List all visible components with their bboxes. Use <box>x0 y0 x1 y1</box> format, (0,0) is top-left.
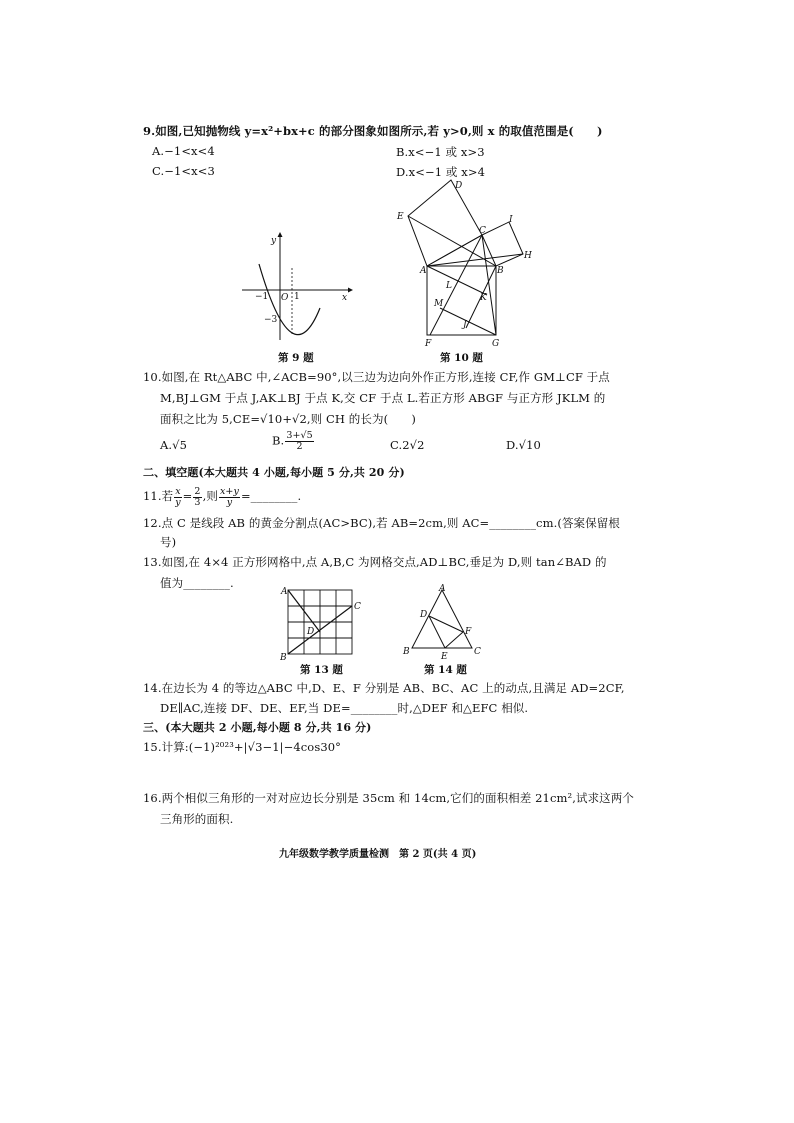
q9-label-neg3: −3 <box>264 315 278 325</box>
q14-label-a: A <box>439 584 446 594</box>
q13-label-c: C <box>354 602 361 612</box>
q10-label-d: D <box>455 181 463 191</box>
q13-caption: 第 13 题 <box>300 664 343 676</box>
q11-mid: ,则 <box>202 489 218 503</box>
q10-label-c: C <box>479 226 486 236</box>
q10-label-b: B <box>497 266 504 276</box>
q10-label-h: H <box>524 251 532 261</box>
q10-segment-ak <box>427 266 487 295</box>
q10-option-b-numerator: 3+√5 <box>286 430 313 441</box>
q14-caption: 第 14 题 <box>424 664 467 676</box>
q10-square-on-ac <box>408 180 482 266</box>
q14-line2: DE∥AC,连接 DF、DE、EF,当 DE=________时,△DEF 和△EFC 相似. <box>160 701 529 715</box>
q10-option-b <box>272 431 315 452</box>
page-footer: 九年级数学教学质量检测 第 2 页(共 4 页) <box>279 849 477 860</box>
q13-line1: 13.如图,在 4×4 正方形网格中,点 A,B,C 为网格交点,AD⊥BC,垂足为 D,则 tan∠BAD 的 <box>143 555 607 569</box>
q10-segment-gm <box>440 308 496 335</box>
q9-label-o: O <box>281 293 289 303</box>
q11-f3-numerator: x+y <box>219 485 239 497</box>
q9-label-x: x <box>342 293 348 303</box>
q10-label-m: M <box>434 299 444 309</box>
q15-line: 15.计算:(−1)²⁰²³+|√3−1|−4cos30° <box>143 740 342 754</box>
q11-prefix: 11.若 <box>143 489 174 503</box>
q10-label-f: F <box>425 339 432 348</box>
q11-f2-numerator: 2 <box>194 485 201 497</box>
section2-heading: 二、填空题(本大题共 4 小题,每小题 5 分,共 20 分) <box>143 466 405 479</box>
q9-y-arrow <box>278 232 283 237</box>
q10-line2: M,BJ⊥GM 于点 J,AK⊥BJ 于点 K,交 CF 于点 L.若正方形 ABGF 与正方形 JKLM 的 <box>160 391 606 405</box>
q14-segment-df <box>429 616 463 632</box>
q11-f1-denominator: y <box>175 496 181 508</box>
q14-label-f: F <box>465 627 472 637</box>
q10-label-l: L <box>446 281 452 291</box>
q9-option-c: C.−1<x<3 <box>152 164 215 178</box>
q10-label-e: E <box>397 212 404 222</box>
q11-f1-numerator: x <box>175 485 181 497</box>
q11-fraction-sum <box>219 487 240 508</box>
q14-label-e: E <box>441 652 448 662</box>
q12-line1: 12.点 C 是线段 AB 的黄金分割点(AC>BC),若 AB=2cm,则 AC=________cm.(答案保留根 <box>143 516 620 530</box>
q13-line2: 值为________. <box>160 576 234 590</box>
q11-equals: = <box>182 489 193 503</box>
q12-line2: 号) <box>160 535 177 549</box>
q16-line1: 16.两个相似三角形的一对对应边长分别是 35cm 和 14cm,它们的面积相差 21cm²,试求这两个 <box>143 791 634 805</box>
q9-stem: 9.如图,已知抛物线 y=x²+bx+c 的部分图象如图所示,若 y>0,则 x 的取值范围是( ) <box>143 124 603 138</box>
q10-label-g: G <box>492 339 500 348</box>
q10-label-a: A <box>420 266 427 276</box>
q10-label-j: J <box>463 320 467 330</box>
q13-grid-figure <box>280 584 364 662</box>
q10-option-a: A.√5 <box>160 438 188 452</box>
q10-squares-figure <box>394 178 540 348</box>
q14-label-c: C <box>474 647 481 657</box>
q13-label-d: D <box>307 627 315 637</box>
q10-line3: 面积之比为 5,CE=√10+√2,则 CH 的长为( ) <box>160 412 416 426</box>
q11-fraction-two-thirds <box>193 487 201 508</box>
q9-parabola-figure <box>236 228 356 346</box>
q10-square-on-bc <box>482 222 523 266</box>
q10-option-d: D.√10 <box>506 438 541 452</box>
q13-label-a: A <box>281 587 288 597</box>
q11-suffix: =________. <box>240 489 302 503</box>
q10-option-b-prefix: B. <box>272 433 285 448</box>
q9-option-b: B.x<−1 或 x>3 <box>396 145 485 159</box>
q9-x-arrow <box>348 288 353 293</box>
q14-label-b: B <box>403 647 410 657</box>
q9-option-a: A.−1<x<4 <box>152 144 215 158</box>
q9-label-one: 1 <box>294 292 300 302</box>
q10-label-i: I <box>509 215 513 225</box>
q11-f3-denominator: y <box>226 496 233 508</box>
q14-segment-ef <box>445 632 463 648</box>
q11-fraction-x-over-y <box>174 487 181 508</box>
q14-triangle-figure <box>400 584 490 662</box>
q10-line1: 10.如图,在 Rt△ABC 中,∠ACB=90°,以三边为边向外作正方形,连接 CF,作 GM⊥CF 于点 <box>143 370 610 384</box>
q11 <box>143 484 301 508</box>
q14-label-d: D <box>420 610 428 620</box>
q14-segment-de <box>429 616 445 648</box>
q10-option-b-fraction <box>285 431 314 452</box>
q9-label-neg1: −1 <box>255 292 269 302</box>
q14-line1: 14.在边长为 4 的等边△ABC 中,D、E、F 分别是 AB、BC、AC 上的动点,且满足 AD=2CF, <box>143 681 625 695</box>
q11-f2-denominator: 3 <box>194 496 201 508</box>
q10-caption: 第 10 题 <box>440 352 483 364</box>
q10-option-b-denominator: 2 <box>296 441 303 452</box>
q16-line2: 三角形的面积. <box>160 812 234 826</box>
q9-option-d: D.x<−1 或 x>4 <box>396 165 485 179</box>
q9-caption: 第 9 题 <box>278 352 314 364</box>
q13-label-b: B <box>280 653 287 662</box>
q10-option-c: C.2√2 <box>390 438 425 452</box>
q10-label-k: K <box>480 293 487 303</box>
q9-label-y: y <box>271 236 277 246</box>
section3-heading: 三、(本大题共 2 小题,每小题 8 分,共 16 分) <box>143 721 372 734</box>
